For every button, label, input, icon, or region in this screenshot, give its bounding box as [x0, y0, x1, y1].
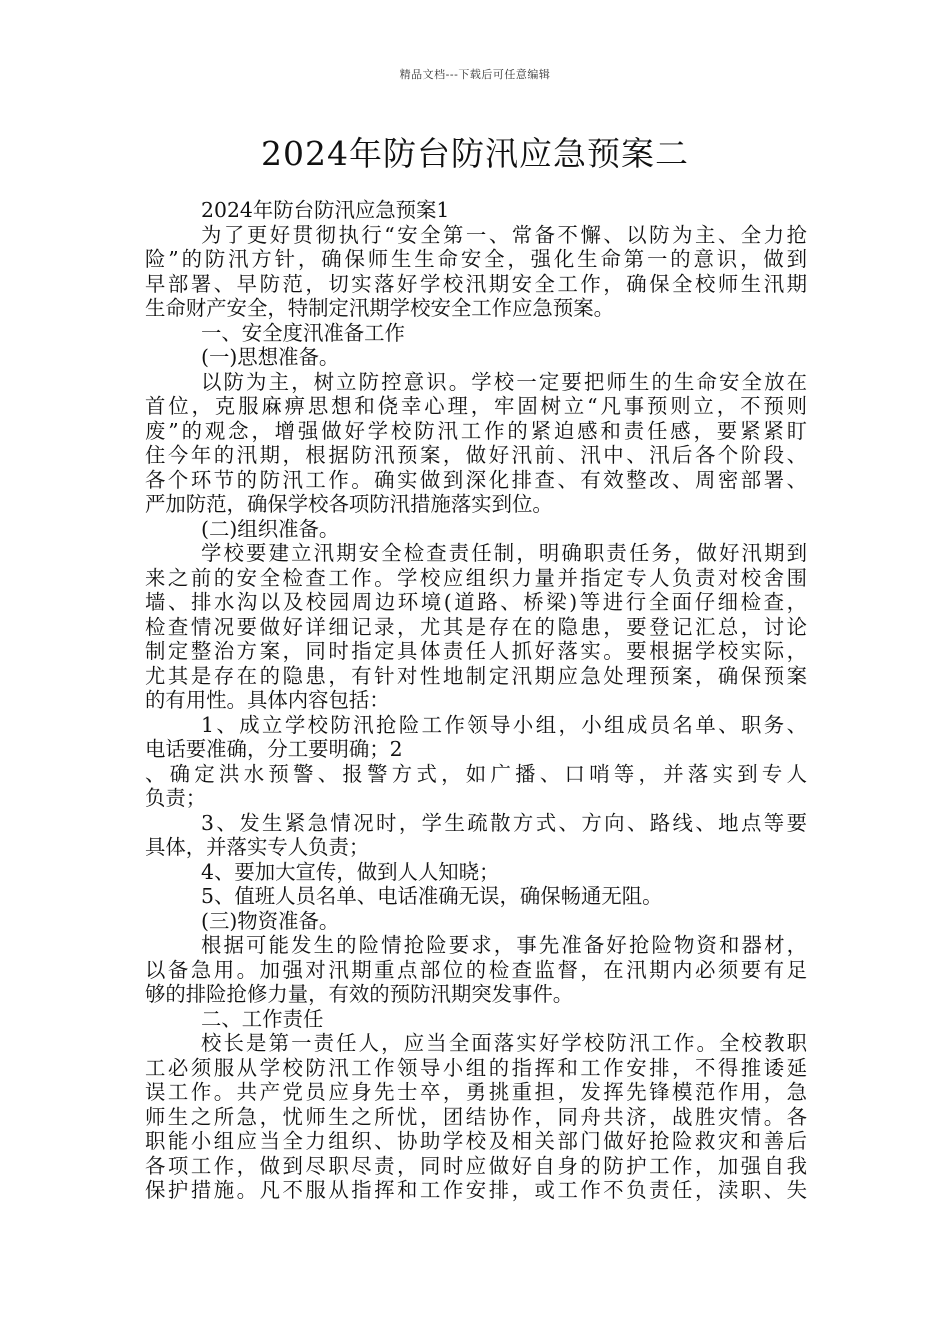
text-line: 根据可能发生的险情抢险要求，事先准备好抢险物资和器材，: [201, 933, 807, 957]
text-line: 具体，并落实专人负责；: [145, 835, 370, 859]
text-line: 够的排险抢修力量，有效的预防汛期突发事件。: [145, 982, 574, 1006]
text-line: 首位，克服麻痹思想和侥幸心理，牢固树立“凡事预则立，不预则: [145, 394, 807, 418]
text-line: 保护措施。凡不服从指挥和工作安排，或工作不负责任，渎职、失: [145, 1178, 807, 1202]
text-line: 各个环节的防汛工作。确实做到深化排查、有效整改、周密部署、: [145, 467, 807, 492]
text-line: 为了更好贯彻执行“安全第一、常备不懈、以防为主、全力抢: [201, 222, 807, 247]
text-line: 3、发生紧急情况时，学生疏散方式、方向、路线、地点等要: [201, 810, 807, 835]
text-line: 来之前的安全检查工作。学校应组织力量并指定专人负责对校舍围: [145, 565, 807, 590]
text-line: 废”的观念，增强做好学校防汛工作的紧迫感和责任感，要紧紧盯: [145, 418, 807, 443]
text-line: 检查情况要做好详细记录，尤其是存在的隐患，要登记汇总，讨论: [145, 614, 807, 639]
text-line: 以备急用。加强对汛期重点部位的检查监督，在汛期内必须要有足: [145, 957, 807, 982]
text-line: 5、值班人员名单、电话准确无误，确保畅通无阻。: [201, 884, 663, 908]
text-line: 尤其是存在的隐患，有针对性地制定汛期应急处理预案，确保预案: [145, 663, 807, 688]
text-line: 早部署、早防范，切实落好学校汛期安全工作，确保全校师生汛期: [145, 271, 807, 296]
text-line: 1、成立学校防汛抢险工作领导小组，小组成员名单、职务、: [201, 712, 807, 737]
text-line: (一)思想准备。: [201, 345, 340, 369]
text-line: 二、工作责任: [201, 1006, 324, 1031]
text-line: 制定整治方案，同时指定具体责任人抓好落实。要根据学校实际，: [145, 639, 807, 663]
text-line: 生命财产安全，特制定汛期学校安全工作应急预案。: [145, 296, 614, 320]
text-line: 误工作。共产党员应身先士卒，勇挑重担，发挥先锋模范作用，急: [145, 1080, 807, 1104]
text-line: 2024年防台防汛应急预案1: [201, 198, 450, 222]
text-line: (二)组织准备。: [201, 516, 340, 541]
page-header: 精品文档---下载后可任意编辑: [399, 68, 551, 81]
text-line: 负责；: [145, 786, 207, 810]
text-line: 的有用性。具体内容包括：: [145, 688, 390, 712]
text-line: 学校要建立汛期安全检查责任制，明确职责任务，做好汛期到: [201, 541, 807, 565]
text-line: 师生之所急，忧师生之所忧，团结协作，同舟共济，战胜灾情。各: [145, 1104, 807, 1129]
text-line: 4、要加大宣传，做到人人知晓；: [201, 859, 500, 884]
text-line: 校长是第一责任人，应当全面落实好学校防汛工作。全校教职: [201, 1031, 807, 1055]
document-body: [145, 198, 807, 1203]
text-line: 工必须服从学校防汛工作领导小组的指挥和工作安排，不得推诿延: [145, 1055, 807, 1080]
text-line: 、确定洪水预警、报警方式，如广播、口哨等，并落实到专人: [145, 761, 807, 786]
text-line: 严加防范，确保学校各项防汛措施落实到位。: [145, 492, 553, 516]
text-line: 住今年的汛期，根据防汛预案，做好汛前、汛中、汛后各个阶段、: [145, 443, 807, 467]
text-line: 墙、排水沟以及校园周边环境(道路、桥梁)等进行全面仔细检查，: [145, 590, 807, 614]
text-line: 职能小组应当全力组织、协助学校及相关部门做好抢险救灾和善后: [145, 1129, 807, 1153]
document-title: 2024年防台防汛应急预案二: [261, 134, 689, 173]
text-line: (三)物资准备。: [201, 908, 340, 933]
text-line: 电话要准确，分工要明确；2: [145, 737, 403, 761]
text-line: 一、安全度汛准备工作: [201, 320, 405, 345]
text-line: 各项工作，做到尽职尽责，同时应做好自身的防护工作，加强自我: [145, 1153, 807, 1178]
text-line: 险”的防汛方针，确保师生生命安全，强化生命第一的意识，做到: [145, 247, 807, 271]
text-line: 以防为主，树立防控意识。学校一定要把师生的生命安全放在: [201, 369, 807, 394]
